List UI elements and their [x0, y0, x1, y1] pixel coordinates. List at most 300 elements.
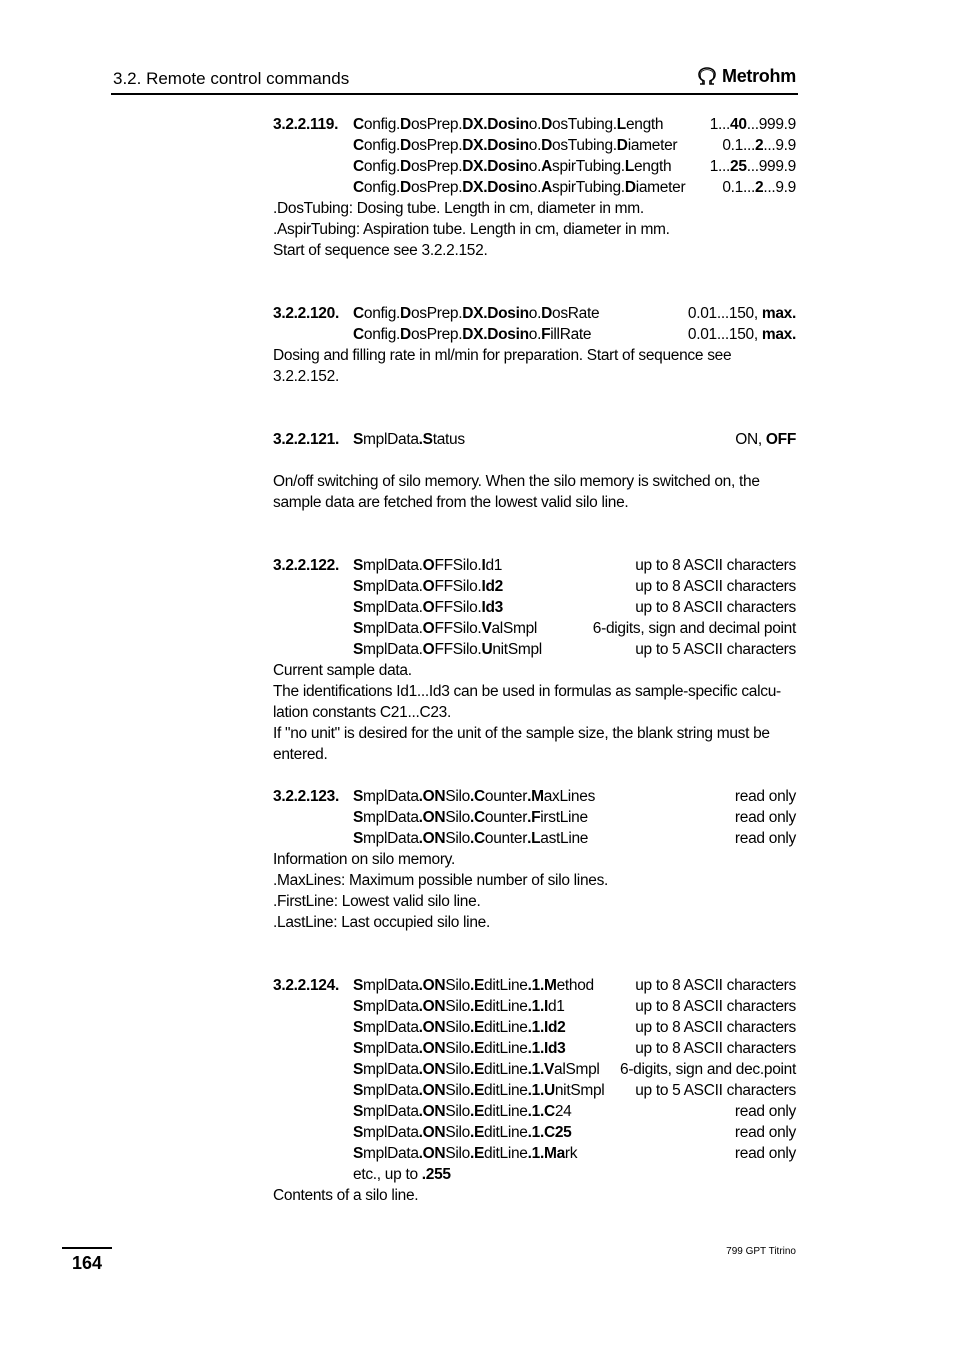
command-line	[273, 828, 796, 849]
bold-segment: D	[400, 326, 411, 343]
text-segment: onfig.	[363, 116, 401, 133]
metrohm-logo	[696, 66, 796, 87]
bold-segment: .S	[418, 431, 433, 448]
text-segment: 0.1...	[722, 137, 755, 154]
command-line	[273, 303, 796, 324]
text-segment: osPrep.	[410, 137, 463, 154]
command-name	[353, 1059, 600, 1080]
bold-segment: O	[422, 641, 435, 658]
value-range	[688, 303, 796, 324]
text-segment: osPrep.	[410, 116, 463, 133]
command-section	[273, 555, 796, 786]
value-range	[593, 618, 796, 639]
text-segment: read only	[734, 788, 796, 805]
text-segment: Silo	[445, 1145, 470, 1162]
text-segment: mplData	[363, 1061, 419, 1078]
bold-segment: .E	[470, 1145, 485, 1162]
bold-segment: .1.M	[527, 977, 557, 994]
command-name	[353, 135, 677, 156]
spacer	[273, 261, 796, 303]
command-name	[353, 639, 542, 660]
bold-segment: .ON	[418, 788, 446, 805]
command-line	[273, 1143, 796, 1164]
command-section	[273, 786, 796, 975]
text-segment: FFSilo.	[434, 557, 482, 574]
bold-segment: S	[353, 557, 364, 574]
text-segment: FFSilo.	[434, 578, 482, 595]
description-line	[273, 744, 796, 765]
value-range	[635, 975, 796, 996]
command-name	[353, 303, 599, 324]
bold-segment: U	[481, 641, 493, 658]
command-line	[273, 324, 796, 345]
section-number: 3.2.2.119.	[273, 116, 339, 133]
text-segment: 6-digits, sign and dec.point	[620, 1061, 796, 1078]
bold-segment: L	[624, 158, 634, 175]
bold-segment: .ON	[418, 1103, 446, 1120]
bold-segment: .1.Ma	[527, 1145, 565, 1162]
value-range	[688, 324, 796, 345]
command-name	[353, 975, 594, 996]
description-line	[273, 702, 796, 723]
text-segment: ditLine	[484, 1124, 528, 1141]
command-name	[353, 1038, 565, 1059]
text-segment: nitSmpl	[492, 641, 542, 658]
bold-segment: .ON	[418, 1019, 446, 1036]
command-line	[273, 156, 796, 177]
command-section	[273, 975, 796, 1206]
command-line	[273, 1017, 796, 1038]
text-segment: mplData.	[363, 599, 423, 616]
description-text: Dosing and filling rate in ml/min for preparation. Start of sequence see	[273, 347, 732, 364]
bold-segment: D	[400, 116, 411, 133]
spacer	[273, 387, 796, 429]
bold-segment: C	[353, 326, 364, 343]
bold-segment: O	[422, 578, 435, 595]
text-segment: mplData	[363, 1124, 419, 1141]
text-segment: mplData	[363, 1103, 419, 1120]
text-segment: Silo	[445, 1103, 470, 1120]
value-range	[735, 828, 796, 849]
bold-segment: max.	[761, 305, 796, 322]
bold-segment: .E	[470, 1124, 485, 1141]
bold-segment: 2	[755, 137, 764, 154]
text-segment: ditLine	[484, 1145, 528, 1162]
bold-segment: .E	[470, 1040, 485, 1057]
bold-segment: S	[353, 1082, 364, 1099]
text-segment: spirTubing.	[552, 179, 625, 196]
text-segment: 0.01...150,	[687, 305, 762, 322]
value-range	[735, 807, 796, 828]
spacer	[273, 450, 796, 471]
description-text: .DosTubing: Dosing tube. Length in cm, diameter in mm.	[273, 200, 644, 217]
bold-segment: S	[353, 1103, 364, 1120]
description-text: Start of sequence see 3.2.2.152.	[273, 242, 488, 259]
bold-segment: DX.Dosin	[462, 326, 529, 343]
text-segment: up to 8 ASCII characters	[635, 1019, 796, 1036]
bold-segment: S	[353, 1040, 364, 1057]
bold-segment: S	[353, 788, 364, 805]
text-segment: mplData	[363, 830, 419, 847]
value-range	[635, 1017, 796, 1038]
command-name	[353, 156, 671, 177]
text-segment: mplData.	[363, 578, 423, 595]
command-section	[273, 114, 796, 303]
text-segment: o.	[528, 137, 542, 154]
text-segment: FFSilo.	[434, 620, 482, 637]
command-line	[273, 639, 796, 660]
text-segment: read only	[734, 830, 796, 847]
bold-segment: S	[353, 620, 364, 637]
description-line	[273, 912, 796, 933]
command-line	[273, 1080, 796, 1101]
text-segment: ength	[625, 116, 664, 133]
command-line	[273, 786, 796, 807]
text-segment: osTubing.	[552, 137, 617, 154]
spacer	[273, 765, 796, 786]
value-range	[635, 576, 796, 597]
bold-segment: DX.Dosin	[462, 179, 529, 196]
text-segment: onfig.	[363, 179, 401, 196]
bold-segment: I	[481, 557, 486, 574]
description-text: Information on silo memory.	[273, 851, 455, 868]
text-segment: ounter	[484, 809, 528, 826]
bold-segment: S	[353, 1019, 364, 1036]
bold-segment: .ON	[418, 1145, 446, 1162]
text-segment: ditLine	[484, 1061, 528, 1078]
command-line	[273, 1164, 796, 1185]
command-line	[273, 597, 796, 618]
bold-segment: O	[422, 557, 435, 574]
text-segment: 1...	[709, 158, 731, 175]
command-name	[353, 177, 685, 198]
bold-segment: OFF	[765, 431, 796, 448]
command-line	[273, 807, 796, 828]
bold-segment: D	[541, 116, 552, 133]
command-line	[273, 975, 796, 996]
value-range	[735, 786, 796, 807]
command-line	[273, 177, 796, 198]
command-name	[353, 786, 595, 807]
value-range	[710, 114, 796, 135]
text-segment: onfig.	[363, 326, 401, 343]
description-line	[273, 870, 796, 891]
bold-segment: D	[400, 158, 411, 175]
bold-segment: .1.U	[527, 1082, 555, 1099]
text-segment: Silo	[445, 977, 470, 994]
command-line	[273, 996, 796, 1017]
value-range	[635, 1080, 796, 1101]
text-segment: o.	[528, 326, 542, 343]
bold-segment: C	[353, 305, 364, 322]
text-segment: mplData	[363, 431, 419, 448]
text-segment: onfig.	[363, 158, 401, 175]
command-section	[273, 429, 796, 555]
bold-segment: D	[541, 305, 552, 322]
value-range	[735, 1101, 796, 1122]
value-range	[635, 639, 796, 660]
bold-segment: .E	[470, 1019, 485, 1036]
text-segment: o.	[528, 116, 542, 133]
bold-segment: D	[541, 137, 552, 154]
bold-segment: .E	[470, 977, 485, 994]
command-name	[353, 1143, 577, 1164]
command-line	[273, 1101, 796, 1122]
text-segment: up to 8 ASCII characters	[635, 1040, 796, 1057]
bold-segment: S	[353, 977, 364, 994]
bold-segment: V	[481, 620, 492, 637]
bold-segment: 40	[730, 116, 747, 133]
text-segment: mplData	[363, 1082, 419, 1099]
command-name	[353, 1017, 565, 1038]
command-name	[353, 996, 565, 1017]
text-segment: ...999.9	[746, 158, 796, 175]
spacer	[273, 933, 796, 975]
command-section	[273, 303, 796, 429]
text-segment: Silo	[445, 1040, 470, 1057]
description-text: .MaxLines: Maximum possible number of silo lines.	[273, 872, 609, 889]
bold-segment: DX.Dosin	[462, 137, 529, 154]
command-name	[353, 324, 591, 345]
description-line	[273, 198, 796, 219]
text-segment: osPrep.	[410, 158, 463, 175]
description-text: lation constants C21...C23.	[273, 704, 452, 721]
text-segment: Silo	[445, 788, 470, 805]
text-segment: Silo	[445, 1082, 470, 1099]
command-name	[353, 597, 503, 618]
bold-segment: .1.Id2	[527, 1019, 566, 1036]
bold-segment: Id3	[481, 599, 503, 616]
spacer	[273, 513, 796, 555]
section-number: 3.2.2.120.	[273, 305, 339, 322]
command-name	[353, 555, 502, 576]
bold-segment: .ON	[418, 998, 446, 1015]
bold-segment: .ON	[418, 1061, 446, 1078]
text-segment: ON,	[735, 431, 766, 448]
text-segment: mplData	[363, 998, 419, 1015]
bold-segment: S	[353, 578, 364, 595]
text-segment: o.	[528, 158, 542, 175]
text-segment: mplData.	[363, 557, 423, 574]
bold-segment: .1.V	[527, 1061, 554, 1078]
text-segment: ength	[633, 158, 672, 175]
text-segment: rk	[564, 1145, 578, 1162]
section-number: 3.2.2.121.	[273, 431, 339, 448]
text-segment: mplData.	[363, 620, 423, 637]
description-line	[273, 723, 796, 744]
text-segment: illRate	[550, 326, 592, 343]
text-segment: mplData	[363, 1019, 419, 1036]
description-line	[273, 219, 796, 240]
text-segment: iameter	[635, 179, 686, 196]
bold-segment: F	[541, 326, 551, 343]
text-segment: 0.01...150,	[687, 326, 762, 343]
value-range	[735, 429, 796, 450]
bold-segment: max.	[761, 326, 796, 343]
text-segment: read only	[734, 1124, 796, 1141]
description-line	[273, 345, 796, 366]
text-segment: ditLine	[484, 977, 528, 994]
section-number: 3.2.2.124.	[273, 977, 339, 994]
command-line	[273, 555, 796, 576]
text-segment: spirTubing.	[552, 158, 625, 175]
bold-segment: .E	[470, 1082, 485, 1099]
value-range	[722, 135, 796, 156]
text-segment: mplData	[363, 1040, 419, 1057]
value-range	[635, 1038, 796, 1059]
text-segment: up to 8 ASCII characters	[635, 599, 796, 616]
command-line	[273, 1122, 796, 1143]
description-line	[273, 891, 796, 912]
bold-segment: C	[353, 179, 364, 196]
text-segment: irstLine	[540, 809, 588, 826]
description-line	[273, 1185, 796, 1206]
bold-segment: .ON	[418, 1040, 446, 1057]
description-line	[273, 660, 796, 681]
command-name	[353, 1101, 572, 1122]
bold-segment: .E	[470, 1103, 485, 1120]
text-segment: ditLine	[484, 1082, 528, 1099]
text-segment: ounter	[484, 830, 528, 847]
bold-segment: A	[541, 158, 552, 175]
bold-segment: A	[541, 179, 552, 196]
section-number: 3.2.2.122.	[273, 557, 339, 574]
bold-segment: .ON	[418, 977, 446, 994]
command-name	[353, 807, 588, 828]
bold-segment: .1.C25	[527, 1124, 572, 1141]
text-segment: mplData	[363, 809, 419, 826]
text-segment: ditLine	[484, 1040, 528, 1057]
bold-segment: D	[400, 137, 411, 154]
text-segment: ethod	[556, 977, 594, 994]
description-text: entered.	[273, 746, 328, 763]
bold-segment: .C	[470, 809, 485, 826]
command-line	[273, 618, 796, 639]
value-range	[635, 597, 796, 618]
bold-segment: 25	[730, 158, 747, 175]
bold-segment: .E	[470, 998, 485, 1015]
text-segment: mplData	[363, 1145, 419, 1162]
description-line	[273, 471, 796, 492]
text-segment: o.	[528, 305, 542, 322]
text-segment: read only	[734, 1103, 796, 1120]
description-text: Current sample data.	[273, 662, 412, 679]
bold-segment: C	[353, 137, 364, 154]
bold-segment: S	[353, 1145, 364, 1162]
text-segment: Silo	[445, 809, 470, 826]
description-text: The identifications Id1...Id3 can be used in formulas as sample-specific calcu-	[273, 683, 781, 700]
text-segment: osPrep.	[410, 179, 463, 196]
bold-segment: DX.Dosin	[462, 305, 529, 322]
description-text: .FirstLine: Lowest valid silo line.	[273, 893, 481, 910]
text-segment: up to 8 ASCII characters	[635, 998, 796, 1015]
text-segment: Silo	[445, 1061, 470, 1078]
text-segment: axLines	[543, 788, 596, 805]
bold-segment: .C	[470, 788, 485, 805]
text-segment: iameter	[627, 137, 678, 154]
text-segment: ...9.9	[763, 179, 796, 196]
bold-segment: Id2	[481, 578, 503, 595]
value-range	[735, 1122, 796, 1143]
description-text: sample data are fetched from the lowest valid silo line.	[273, 494, 629, 511]
text-segment: onfig.	[363, 137, 401, 154]
bold-segment: D	[400, 179, 411, 196]
bold-segment: DX.Dosin	[462, 158, 529, 175]
text-segment: o.	[528, 179, 542, 196]
text-segment: FFSilo.	[434, 599, 482, 616]
text-segment: Silo	[445, 1124, 470, 1141]
bold-segment: DX.Dosin	[462, 116, 529, 133]
description-text: 3.2.2.152.	[273, 368, 339, 385]
text-segment: mplData	[363, 788, 419, 805]
footer-doc-title: 799 GPT Titrino	[726, 1246, 796, 1257]
text-segment: Silo	[445, 1019, 470, 1036]
text-segment: ...999.9	[746, 116, 796, 133]
command-name	[353, 1122, 572, 1143]
text-segment: mplData.	[363, 641, 423, 658]
bold-segment: .255	[421, 1166, 451, 1183]
description-line	[273, 681, 796, 702]
command-name	[353, 429, 465, 450]
bold-segment: S	[353, 809, 364, 826]
text-segment: etc., up to	[353, 1166, 422, 1183]
description-text: On/off switching of silo memory. When the silo memory is switched on, the	[273, 473, 760, 490]
bold-segment: S	[353, 431, 364, 448]
bold-segment: L	[616, 116, 626, 133]
bold-segment: S	[353, 998, 364, 1015]
text-segment: up to 8 ASCII characters	[635, 977, 796, 994]
bold-segment: .M	[527, 788, 544, 805]
text-segment: up to 8 ASCII characters	[635, 557, 796, 574]
text-segment: FFSilo.	[434, 641, 482, 658]
text-segment: ...9.9	[763, 137, 796, 154]
text-segment: up to 5 ASCII characters	[635, 1082, 796, 1099]
text-segment: ditLine	[484, 1103, 528, 1120]
description-line	[273, 492, 796, 513]
text-segment: osPrep.	[410, 326, 463, 343]
command-line	[273, 1038, 796, 1059]
text-segment: 1...	[709, 116, 731, 133]
command-list	[273, 114, 796, 1206]
text-segment: up to 5 ASCII characters	[635, 641, 796, 658]
text-segment: d1	[547, 998, 565, 1015]
bold-segment: .ON	[418, 1124, 446, 1141]
description-line	[273, 240, 796, 261]
command-name	[353, 1080, 604, 1101]
text-segment: 6-digits, sign and decimal point	[592, 620, 796, 637]
bold-segment: .F	[527, 809, 541, 826]
text-segment: ditLine	[484, 998, 528, 1015]
text-segment: onfig.	[363, 305, 401, 322]
text-segment: osPrep.	[410, 305, 463, 322]
command-line	[273, 429, 796, 450]
text-segment: alSmpl	[491, 620, 538, 637]
bold-segment: D	[624, 179, 636, 196]
bold-segment: D	[400, 305, 411, 322]
bold-segment: S	[353, 830, 364, 847]
command-name	[353, 828, 588, 849]
description-text: If "no unit" is desired for the unit of the sample size, the blank string must be	[273, 725, 770, 742]
text-segment: alSmpl	[554, 1061, 600, 1078]
bold-segment: .1.C	[527, 1103, 555, 1120]
text-segment: read only	[734, 1145, 796, 1162]
bold-segment: O	[422, 620, 435, 637]
bold-segment: .1.Id3	[527, 1040, 566, 1057]
text-segment: ounter	[484, 788, 528, 805]
value-range	[710, 156, 796, 177]
text-segment: d1	[485, 557, 503, 574]
description-line	[273, 366, 796, 387]
